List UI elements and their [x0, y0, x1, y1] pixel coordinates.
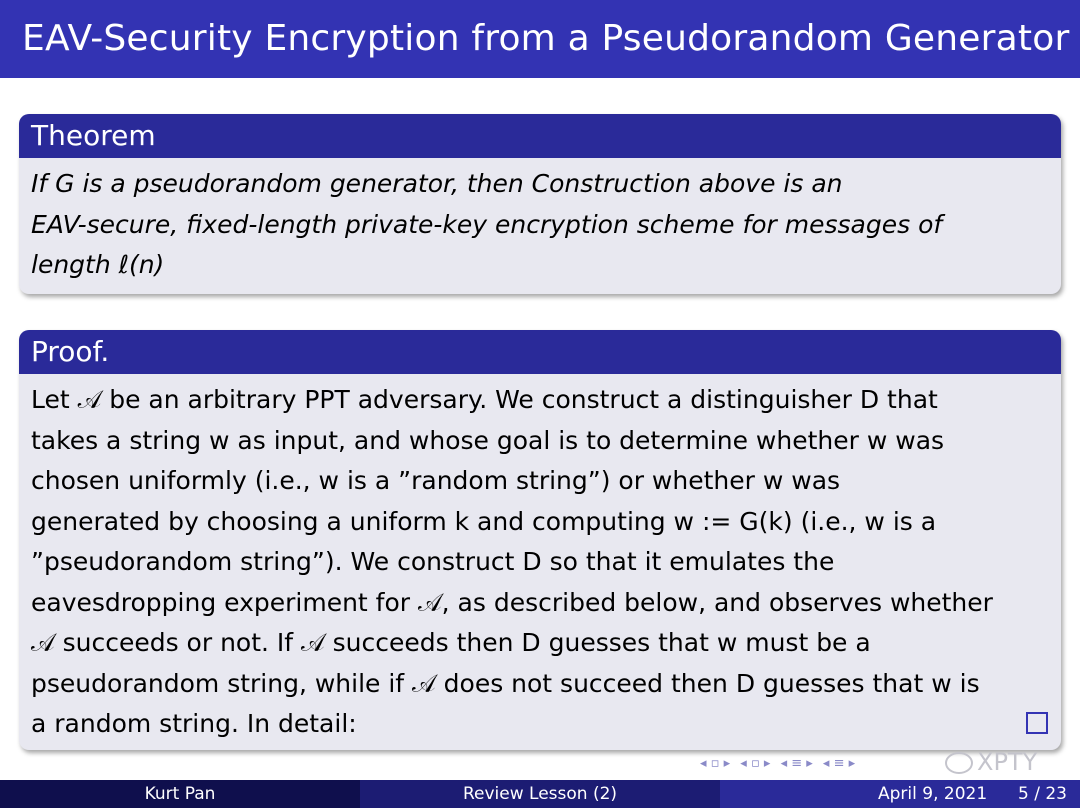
nav-subsection-icon[interactable]: ◂ ▫ ▸ — [740, 756, 771, 771]
nav-search-icon[interactable]: ◂ ≡ ▸ — [822, 756, 856, 771]
theorem-block — [19, 114, 1061, 294]
proof-line: generated by choosing a uniform k and computing w := G(k) (i.e., w is a — [31, 506, 937, 536]
footer — [0, 780, 1080, 808]
slide-title: EAV-Security Encryption from a Pseudorandom Generator — [22, 18, 1070, 59]
proof-line: 𝒜 succeeds or not. If 𝒜 succeeds then D guesses that w must be a — [31, 628, 871, 657]
nav-section-icon[interactable]: ◂ ≡ ▸ — [780, 756, 813, 771]
proof-line: chosen uniformly (i.e., w is a ”random string”) or whether w was — [31, 466, 841, 495]
proof-line: ”pseudorandom string”). We construct D so that it emulates the — [31, 547, 835, 576]
proof-line: pseudorandom string, while if 𝒜 does not succeed then D guesses that w is — [31, 668, 980, 698]
proof-heading: Proof. — [19, 330, 1061, 374]
wechat-watermark — [945, 748, 1037, 778]
footer-date: April 9, 2021 — [878, 784, 988, 804]
proof-block — [19, 330, 1061, 750]
qed-box-icon — [1026, 712, 1048, 734]
title-bar — [0, 0, 1080, 78]
proof-line: Let 𝒜 be an arbitrary PPT adversary. We construct a distinguisher D that — [31, 385, 938, 414]
theorem-body — [19, 158, 1061, 286]
theorem-line: If G is a pseudorandom generator, then Construction above is an — [31, 169, 843, 198]
theorem-line: EAV-secure, fixed-length private-key encryption scheme for messages of — [31, 209, 943, 239]
proof-line: a random string. In detail: — [31, 709, 357, 738]
footer-lecture: Review Lesson (2) — [360, 780, 720, 808]
proof-line: takes a string w as input, and whose goal is to determine whether w was — [31, 425, 945, 455]
wechat-icon — [945, 752, 973, 774]
nav-frame-back-icon[interactable]: ◂ ▫ ▸ — [700, 756, 731, 771]
proof-line: eavesdropping experiment for 𝒜, as described below, and observes whether — [31, 587, 993, 617]
watermark-text: XPTY — [977, 748, 1038, 776]
footer-right — [720, 780, 1080, 808]
theorem-heading: Theorem — [19, 114, 1061, 158]
proof-body — [19, 374, 1061, 745]
footer-author: Kurt Pan — [0, 780, 360, 808]
footer-page-number: 5 / 23 — [1018, 784, 1067, 804]
theorem-line: length ℓ(n) — [31, 250, 165, 279]
